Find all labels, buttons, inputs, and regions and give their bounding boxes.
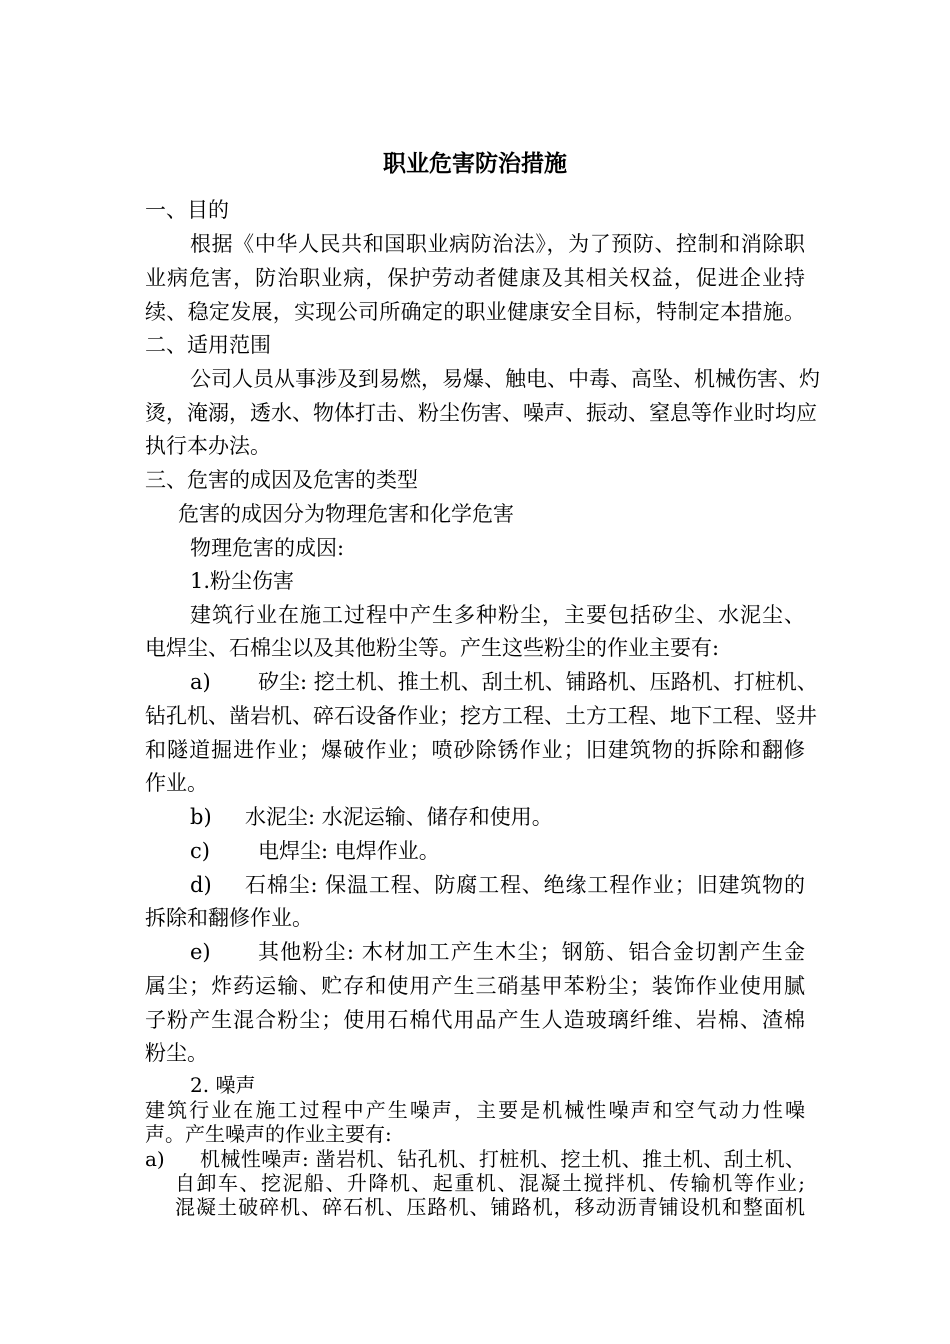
- list-item-line: 作业。: [145, 771, 208, 795]
- paragraph-line: 烫，淹溺，透水、物体打击、粉尘伤害、噪声、振动、窒息等作业时均应: [145, 401, 817, 425]
- list-item-line: 和隧道掘进作业；爆破作业；喷砂除锈作业；旧建筑物的拆除和翻修: [145, 738, 805, 762]
- list-label: b): [190, 805, 212, 829]
- paragraph-line: 电焊尘、石棉尘以及其他粉尘等。产生这些粉尘的作业主要有:: [145, 636, 720, 660]
- paragraph-line: 物理危害的成因:: [190, 536, 345, 560]
- section-heading-hazards: 三、危害的成因及危害的类型: [145, 468, 418, 492]
- paragraph-line: 建筑行业在施工过程中产生多种粉尘，主要包括矽尘、水泥尘、: [190, 603, 805, 627]
- list-item-line: 电焊尘: 电焊作业。: [258, 839, 440, 863]
- list-label: a): [190, 670, 211, 694]
- list-item-line: 粉尘。: [145, 1041, 208, 1065]
- list-item-line: 钻孔机、凿岩机、碎石设备作业；挖方工程、土方工程、地下工程、竖井: [145, 704, 817, 728]
- section-heading-purpose: 一、目的: [145, 198, 229, 222]
- paragraph-line: 建筑行业在施工过程中产生噪声，主要是机械性噪声和空气动力性噪: [145, 1098, 805, 1122]
- list-label: a): [145, 1147, 165, 1171]
- list-item-line: 自卸车、挖泥船、升降机、起重机、混凝土搅拌机、传输机等作业;: [175, 1171, 805, 1195]
- paragraph-line: 业病危害，防治职业病，保护劳动者健康及其相关权益，促进企业持: [145, 266, 805, 290]
- list-item-line: 子粉产生混合粉尘；使用石棉代用品产生人造玻璃纤维、岩棉、渣棉: [145, 1008, 805, 1032]
- paragraph-line: 危害的成因分为物理危害和化学危害: [178, 502, 514, 526]
- list-label: d): [190, 873, 212, 897]
- list-item-line: 机械性噪声: 凿岩机、钻孔机、打桩机、挖土机、推土机、刮土机、: [200, 1147, 805, 1171]
- list-item-line: 水泥尘: 水泥运输、储存和使用。: [245, 805, 553, 829]
- subheading-dust: 1.粉尘伤害: [190, 569, 295, 593]
- list-label: c): [190, 839, 210, 863]
- paragraph-line: 执行本办法。: [145, 434, 271, 458]
- list-item-line: 矽尘: 挖土机、推土机、刮土机、铺路机、压路机、打桩机、: [258, 670, 818, 694]
- list-item-line: 属尘；炸药运输、贮存和使用产生三硝基甲苯粉尘；装饰作业使用腻: [145, 974, 805, 998]
- list-label: e): [190, 940, 211, 964]
- list-item-line: 石棉尘: 保温工程、防腐工程、绝缘工程作业；旧建筑物的: [245, 873, 805, 897]
- section-heading-scope: 二、适用范围: [145, 333, 271, 357]
- paragraph-line: 根据《中华人民共和国职业病防治法》，为了预防、控制和消除职: [190, 232, 805, 256]
- subheading-noise: 2. 噪声: [190, 1073, 256, 1097]
- paragraph-line: 公司人员从事涉及到易燃，易爆、触电、中毒、高坠、机械伤害、灼: [190, 367, 820, 391]
- list-item-line: 拆除和翻修作业。: [145, 906, 313, 930]
- paragraph-line: 声。产生噪声的作业主要有:: [145, 1122, 392, 1146]
- paragraph-line: 续、稳定发展，实现公司所确定的职业健康安全目标，特制定本措施。: [145, 300, 805, 324]
- list-item-line: 其他粉尘: 木材加工产生木尘；钢筋、铝合金切割产生金: [258, 940, 805, 964]
- document-title: 职业危害防治措施: [383, 150, 567, 177]
- list-item-line: 混凝土破碎机、碎石机、压路机、铺路机，移动沥青铺设机和整面机: [175, 1195, 805, 1219]
